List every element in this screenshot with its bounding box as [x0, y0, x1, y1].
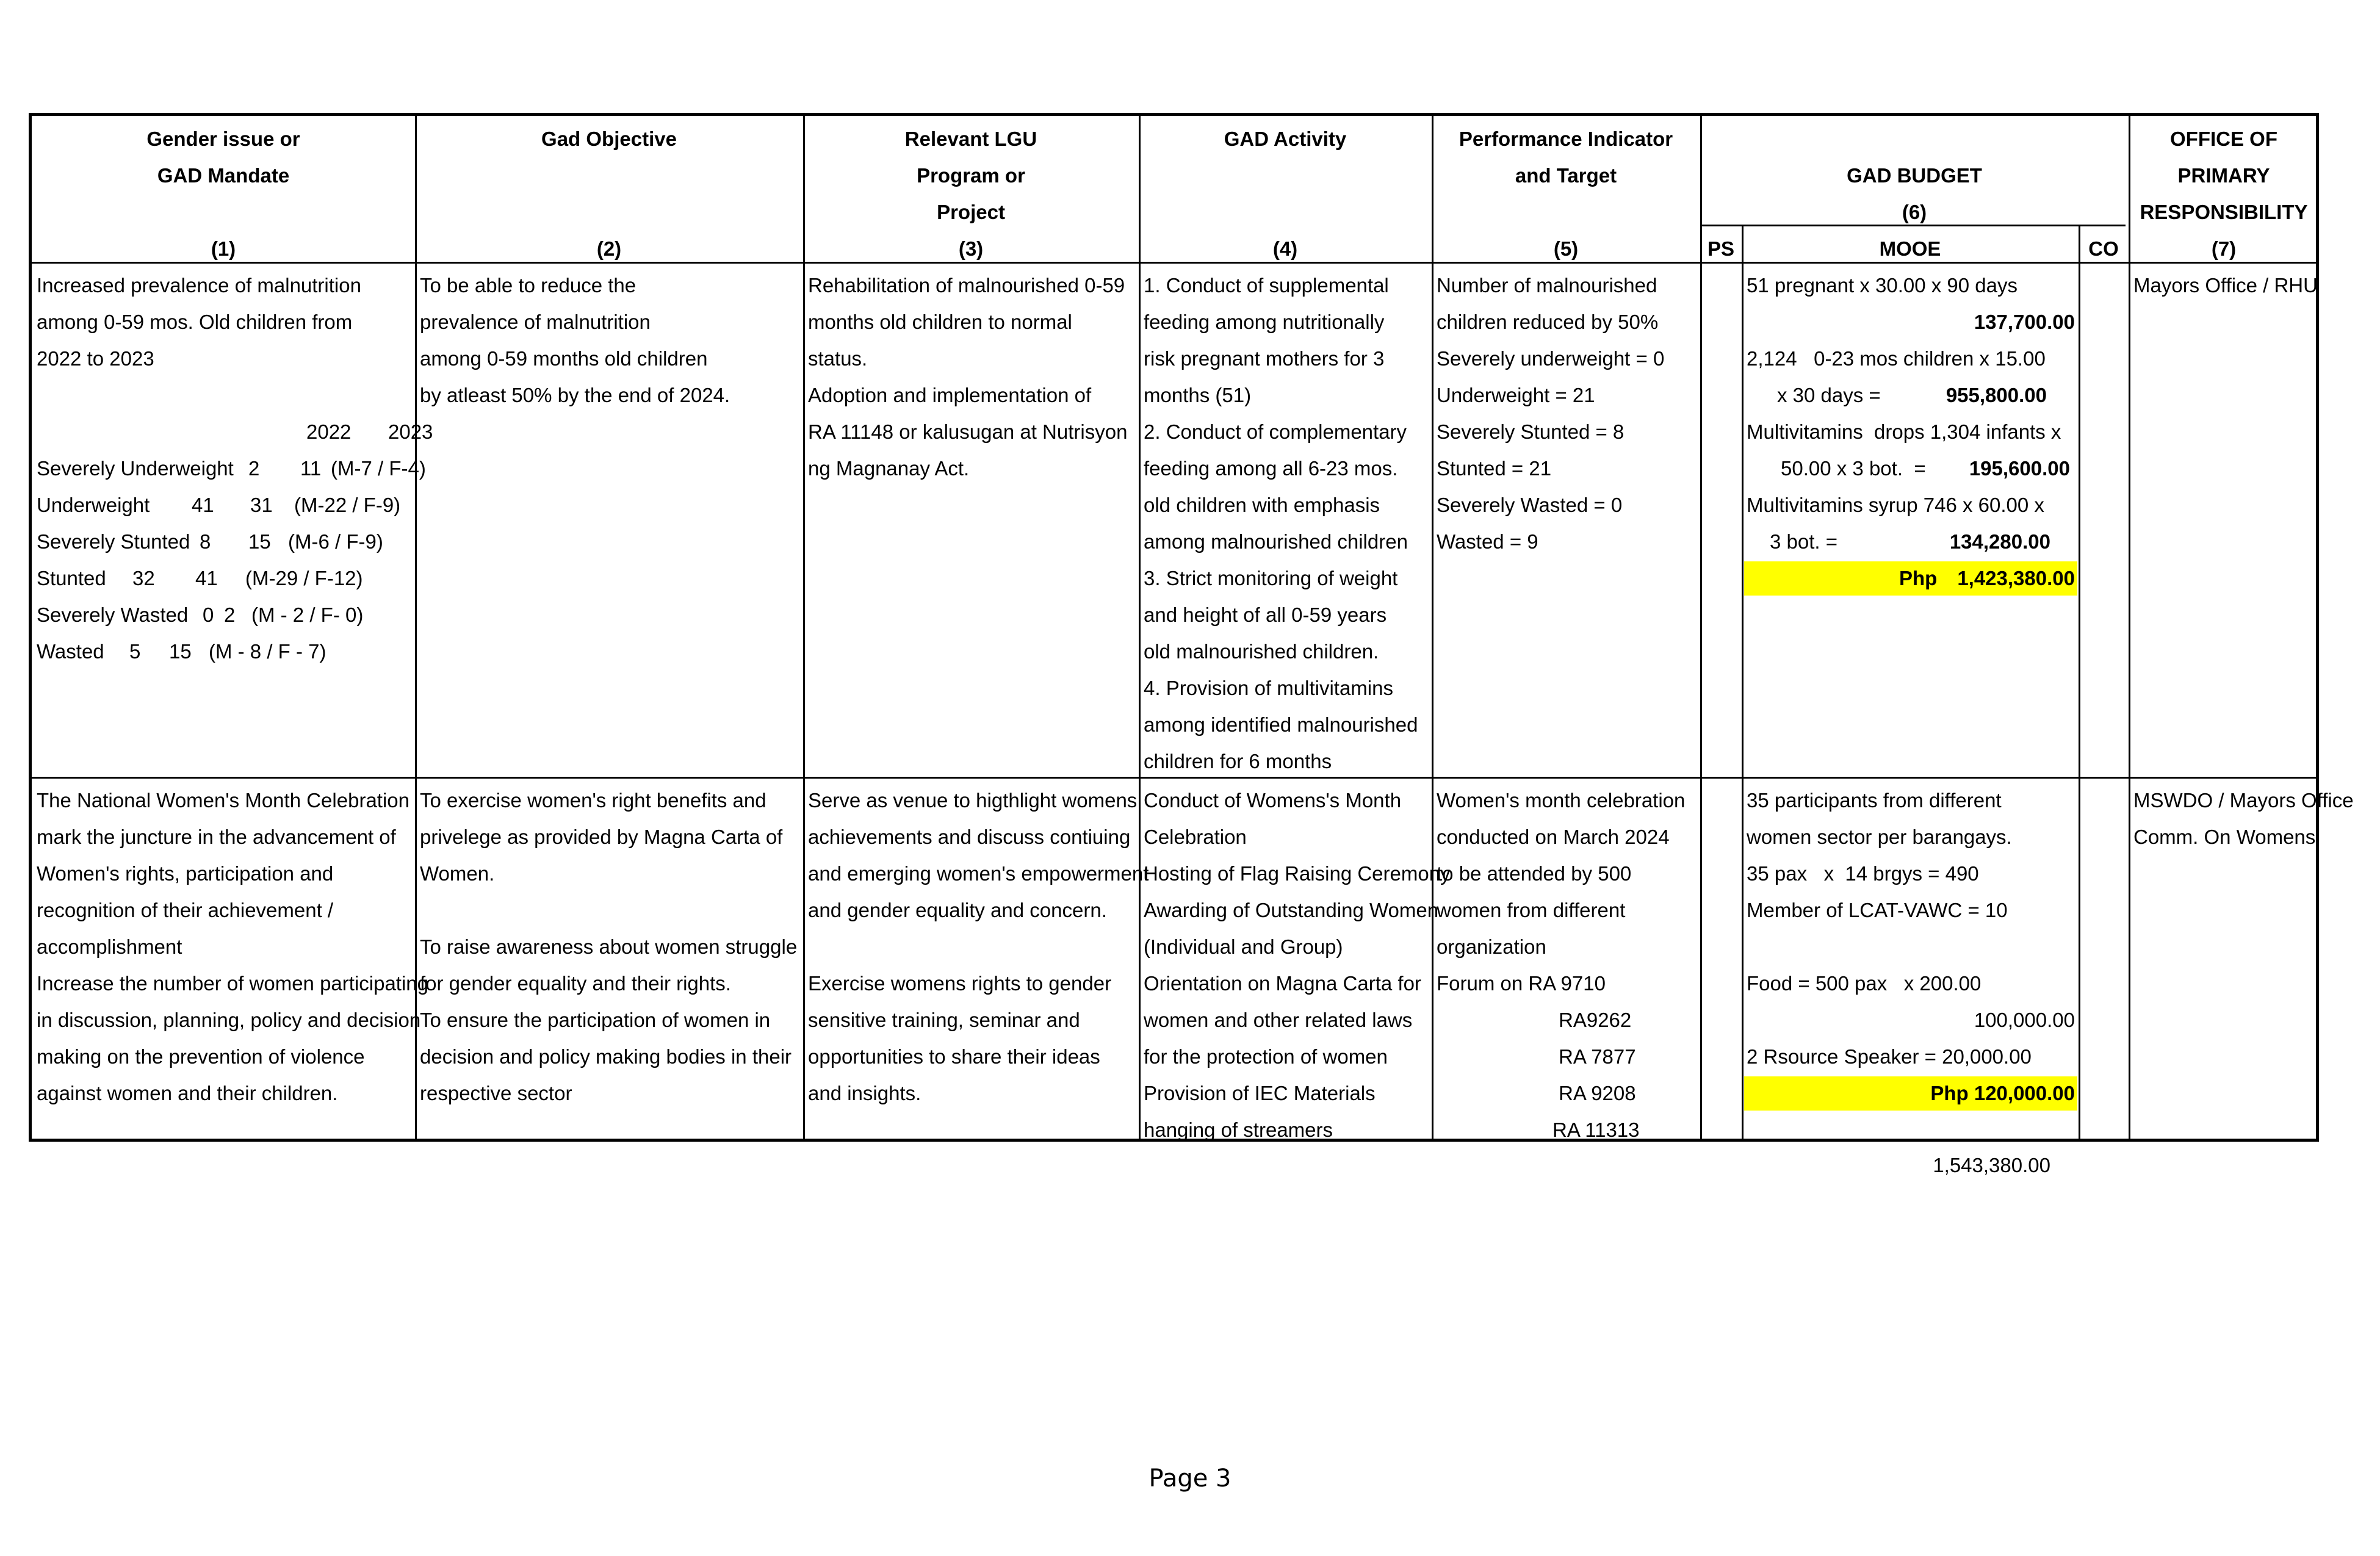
row1-objective-line: To be able to reduce the [420, 274, 636, 297]
row1-mooe-line: 3 bot. = [1770, 530, 1838, 553]
col4-header: GAD Activity [1224, 128, 1347, 150]
col-divider [2129, 116, 2130, 1139]
row1-program-line: RA 11148 or kalusugan at Nutrisyon [808, 420, 1128, 443]
row2-mooe-amount: 100,000.00 [1974, 1009, 2075, 1031]
row1-objective-line: prevalence of malnutrition [420, 311, 651, 333]
stat-2022: 41 [192, 494, 214, 516]
row2-activity-line: Hosting of Flag Raising Ceremony [1144, 862, 1451, 885]
stat-2023: 11 [300, 457, 322, 480]
row1-activity-line: 3. Strict monitoring of weight [1144, 567, 1398, 589]
row2-activity-line: women and other related laws [1144, 1009, 1413, 1031]
row1-mooe-amount: 137,700.00 [1974, 311, 2075, 333]
row1-mooe-amount: 195,600.00 [1969, 457, 2070, 480]
col-divider-ps [1742, 225, 1744, 1139]
col5-header-line2: and Target [1515, 164, 1617, 187]
row2-indicator-line: conducted on March 2024 [1437, 826, 1670, 848]
stat-label: Stunted [37, 567, 106, 589]
row2-objective-line: Women. [420, 862, 495, 885]
row1-activity-line: 2. Conduct of complementary [1144, 420, 1407, 443]
row1-program-line: Rehabilitation of malnourished 0-59 [808, 274, 1125, 297]
stat-label: Severely Underweight [37, 457, 234, 480]
row1-year-2023: 2023 [388, 420, 433, 443]
col7-header-line3: RESPONSIBILITY [2140, 201, 2308, 223]
row2-issue-line: recognition of their achievement / [37, 899, 334, 921]
row2-activity-line: Provision of IEC Materials [1144, 1082, 1376, 1104]
row2-issue-line: The National Women's Month Celebration [37, 789, 409, 812]
row1-indicator-line: children reduced by 50% [1437, 311, 1659, 333]
row2-issue-line: accomplishment [37, 935, 182, 958]
stat-label: Wasted [37, 640, 104, 663]
co-header: CO [2088, 237, 2119, 260]
stat-sex: (M-7 / F-4) [331, 457, 426, 480]
row1-mooe-line: 2,124 0-23 mos children x 15.00 [1747, 347, 2046, 370]
row1-total-label: Php [1899, 567, 1938, 589]
row1-mooe-line: 51 pregnant x 30.00 x 90 days [1747, 274, 2018, 297]
budget-number: (6) [1902, 201, 1927, 223]
col7-header-line2: PRIMARY [2177, 164, 2270, 187]
page-number: Page 3 [1149, 1464, 1231, 1493]
row2-issue-line: mark the juncture in the advancement of [37, 826, 396, 848]
row1-indicator-line: Underweight = 21 [1437, 384, 1595, 406]
row2-law: RA 11313 [1552, 1118, 1640, 1141]
col1-number: (1) [211, 237, 236, 260]
stat-2023: 41 [195, 567, 218, 589]
gad-plan-table [29, 113, 2354, 1142]
col3-header-line2: Program or [917, 164, 1025, 187]
row1-mooe-line: Multivitamins drops 1,304 infants x [1747, 420, 2061, 443]
row1-indicator-line: Severely Stunted = 8 [1437, 420, 1625, 443]
row1-activity-line: children for 6 months [1144, 750, 1332, 773]
row1-total-amount: 1,423,380.00 [1957, 567, 2075, 589]
row1-objective-line: among 0-59 months old children [420, 347, 708, 370]
row2-objective-line: decision and policy making bodies in their [420, 1045, 792, 1068]
col4-number: (4) [1272, 237, 1298, 260]
row2-program-line: opportunities to share their ideas [808, 1045, 1100, 1068]
row2-mooe-line: Food = 500 pax x 200.00 [1747, 972, 1982, 995]
col-divider [1700, 116, 1702, 1139]
stat-sex: (M-6 / F-9) [288, 530, 383, 553]
col-divider [1139, 116, 1141, 1139]
row2-issue-line: Women's rights, participation and [37, 862, 334, 885]
row2-activity-line: Awarding of Outstanding Women [1144, 899, 1439, 921]
row2-indicator-line: Forum on RA 9710 [1437, 972, 1606, 995]
row2-activity-line: Orientation on Magna Carta for [1144, 972, 1421, 995]
grand-total: 1,543,380.00 [1933, 1154, 2050, 1176]
stat-sex: (M - 2 / F- 0) [251, 603, 364, 626]
row1-activity-line: months (51) [1144, 384, 1252, 406]
row2-office-line: Comm. On Womens [2133, 826, 2316, 848]
row1-activity-line: old children with emphasis [1144, 494, 1380, 516]
mooe-header: MOOE [1879, 237, 1941, 260]
row1-year-2022: 2022 [306, 420, 352, 443]
stat-2022: 8 [200, 530, 211, 553]
row1-mooe-line: x 30 days = [1777, 384, 1881, 406]
row1-mooe-line: 50.00 x 3 bot. = [1781, 457, 1926, 480]
row1-objective-line: by atleast 50% by the end of 2024. [420, 384, 730, 406]
row1-indicator-line: Severely underweight = 0 [1437, 347, 1665, 370]
col5-number: (5) [1553, 237, 1579, 260]
row1-activity-line: feeding among nutritionally [1144, 311, 1385, 333]
stat-label: Underweight [37, 494, 150, 516]
ps-header: PS [1707, 237, 1735, 260]
col2-number: (2) [596, 237, 622, 260]
col2-header: Gad Objective [541, 128, 677, 150]
row1-program-line: status. [808, 347, 868, 370]
row2-objective-line: To raise awareness about women struggle [420, 935, 798, 958]
row2-mooe-line: Member of LCAT-VAWC = 10 [1747, 899, 2008, 921]
row2-program-line: Exercise womens rights to gender [808, 972, 1112, 995]
row1-program-line: months old children to normal [808, 311, 1072, 333]
col3-number: (3) [958, 237, 984, 260]
stat-2023: 2 [224, 603, 236, 626]
stat-2022: 5 [129, 640, 141, 663]
row2-program-line: and emerging women's empowerment [808, 862, 1149, 885]
row2-program-line: and insights. [808, 1082, 921, 1104]
row2-indicator-line: women from different [1437, 899, 1626, 921]
col-divider-co [2079, 225, 2080, 1139]
col3-header-line1: Relevant LGU [904, 128, 1037, 150]
row1-issue-line: among 0-59 mos. Old children from [37, 311, 353, 333]
row2-office-line: MSWDO / Mayors Office [2133, 789, 2354, 812]
row2-mooe-line: women sector per barangays. [1747, 826, 2012, 848]
row1-indicator-line: Wasted = 9 [1437, 530, 1538, 553]
stat-2023: 31 [250, 494, 273, 516]
stat-sex: (M-29 / F-12) [245, 567, 363, 589]
row2-mooe-line: 35 participants from different [1747, 789, 2002, 812]
stat-label: Severely Wasted [37, 603, 189, 626]
stat-2023: 15 [248, 530, 271, 553]
row2-program-line: achievements and discuss contiuing [808, 826, 1131, 848]
row1-issue-line: Increased prevalence of malnutrition [37, 274, 361, 297]
stat-2022: 2 [248, 457, 260, 480]
col-divider [1432, 116, 1433, 1139]
row1-activity-line: among malnourished children [1144, 530, 1408, 553]
row2-indicator-line: to be attended by 500 [1437, 862, 1632, 885]
row2-program-line: Serve as venue to higthlight womens [808, 789, 1138, 812]
row1-activity-line: feeding among all 6-23 mos. [1144, 457, 1398, 480]
row2-activity-line: Conduct of Womens's Month [1144, 789, 1402, 812]
col1-header-line2: GAD Mandate [157, 164, 290, 187]
row2-issue-line: Increase the number of women participating [37, 972, 429, 995]
budget-header: GAD BUDGET [1847, 164, 1982, 187]
col3-header-line3: Project [937, 201, 1005, 223]
row1-program-line: Adoption and implementation of [808, 384, 1092, 406]
row1-activity-line: among identified malnourished [1144, 713, 1418, 736]
stat-2023: 15 [169, 640, 192, 663]
row2-program-line: sensitive training, seminar and [808, 1009, 1080, 1031]
row1-indicator-line: Stunted = 21 [1437, 457, 1552, 480]
row1-activity-line: old malnourished children. [1144, 640, 1379, 663]
stat-sex: (M - 8 / F - 7) [209, 640, 326, 663]
row2-activity-line: hanging of streamers [1144, 1118, 1333, 1141]
row2-program-line: and gender equality and concern. [808, 899, 1107, 921]
row2-mooe-line: 2 Rsource Speaker = 20,000.00 [1747, 1045, 2032, 1068]
row2-mooe-line: 35 pax x 14 brgys = 490 [1747, 862, 1979, 885]
row2-activity-line: for the protection of women [1144, 1045, 1388, 1068]
row1-activity-line: 4. Provision of multivitamins [1144, 677, 1393, 699]
row2-law: RA9262 [1559, 1009, 1632, 1031]
row1-issue-line: 2022 to 2023 [37, 347, 154, 370]
row1-indicator-line: Number of malnourished [1437, 274, 1657, 297]
col5-header-line1: Performance Indicator [1459, 128, 1673, 150]
row2-issue-line: against women and their children. [37, 1082, 338, 1104]
stat-2022: 32 [132, 567, 155, 589]
row1-mooe-line: Multivitamins syrup 746 x 60.00 x [1747, 494, 2044, 516]
row2-indicator-line: organization [1437, 935, 1546, 958]
row2-issue-line: making on the prevention of violence [37, 1045, 365, 1068]
row1-mooe-amount: 955,800.00 [1945, 384, 2047, 406]
row2-objective-line: privelege as provided by Magna Carta of [420, 826, 783, 848]
row1-program-line: ng Magnanay Act. [808, 457, 970, 480]
row2-objective-line: for gender equality and their rights. [420, 972, 731, 995]
row1-mooe-amount: 134,280.00 [1949, 530, 2050, 553]
row2-indicator-line: Women's month celebration [1437, 789, 1686, 812]
stat-label: Severely Stunted [37, 530, 190, 553]
col7-number: (7) [2211, 237, 2237, 260]
row2-activity-line: (Individual and Group) [1144, 935, 1343, 958]
col1-header-line1: Gender issue or [146, 128, 300, 150]
col-divider [803, 116, 805, 1139]
row2-law: RA 7877 [1559, 1045, 1636, 1068]
row2-issue-line: in discussion, planning, policy and decision [37, 1009, 421, 1031]
row2-objective-line: To ensure the participation of women in [420, 1009, 771, 1031]
stat-2022: 0 [203, 603, 214, 626]
row2-activity-line: Celebration [1144, 826, 1247, 848]
row1-indicator-line: Severely Wasted = 0 [1437, 494, 1623, 516]
row1-activity-line: and height of all 0-59 years [1144, 603, 1387, 626]
row1-activity-line: risk pregnant mothers for 3 [1144, 347, 1385, 370]
row2-total-amount: Php 120,000.00 [1930, 1082, 2075, 1104]
row2-law: RA 9208 [1559, 1082, 1636, 1104]
col7-header-line1: OFFICE OF [2170, 128, 2277, 150]
row2-objective-line: To exercise women's right benefits and [420, 789, 766, 812]
row2-objective-line: respective sector [420, 1082, 572, 1104]
stat-sex: (M-22 / F-9) [294, 494, 401, 516]
row1-activity-line: 1. Conduct of supplemental [1144, 274, 1389, 297]
row1-office: Mayors Office / RHU [2133, 274, 2318, 297]
